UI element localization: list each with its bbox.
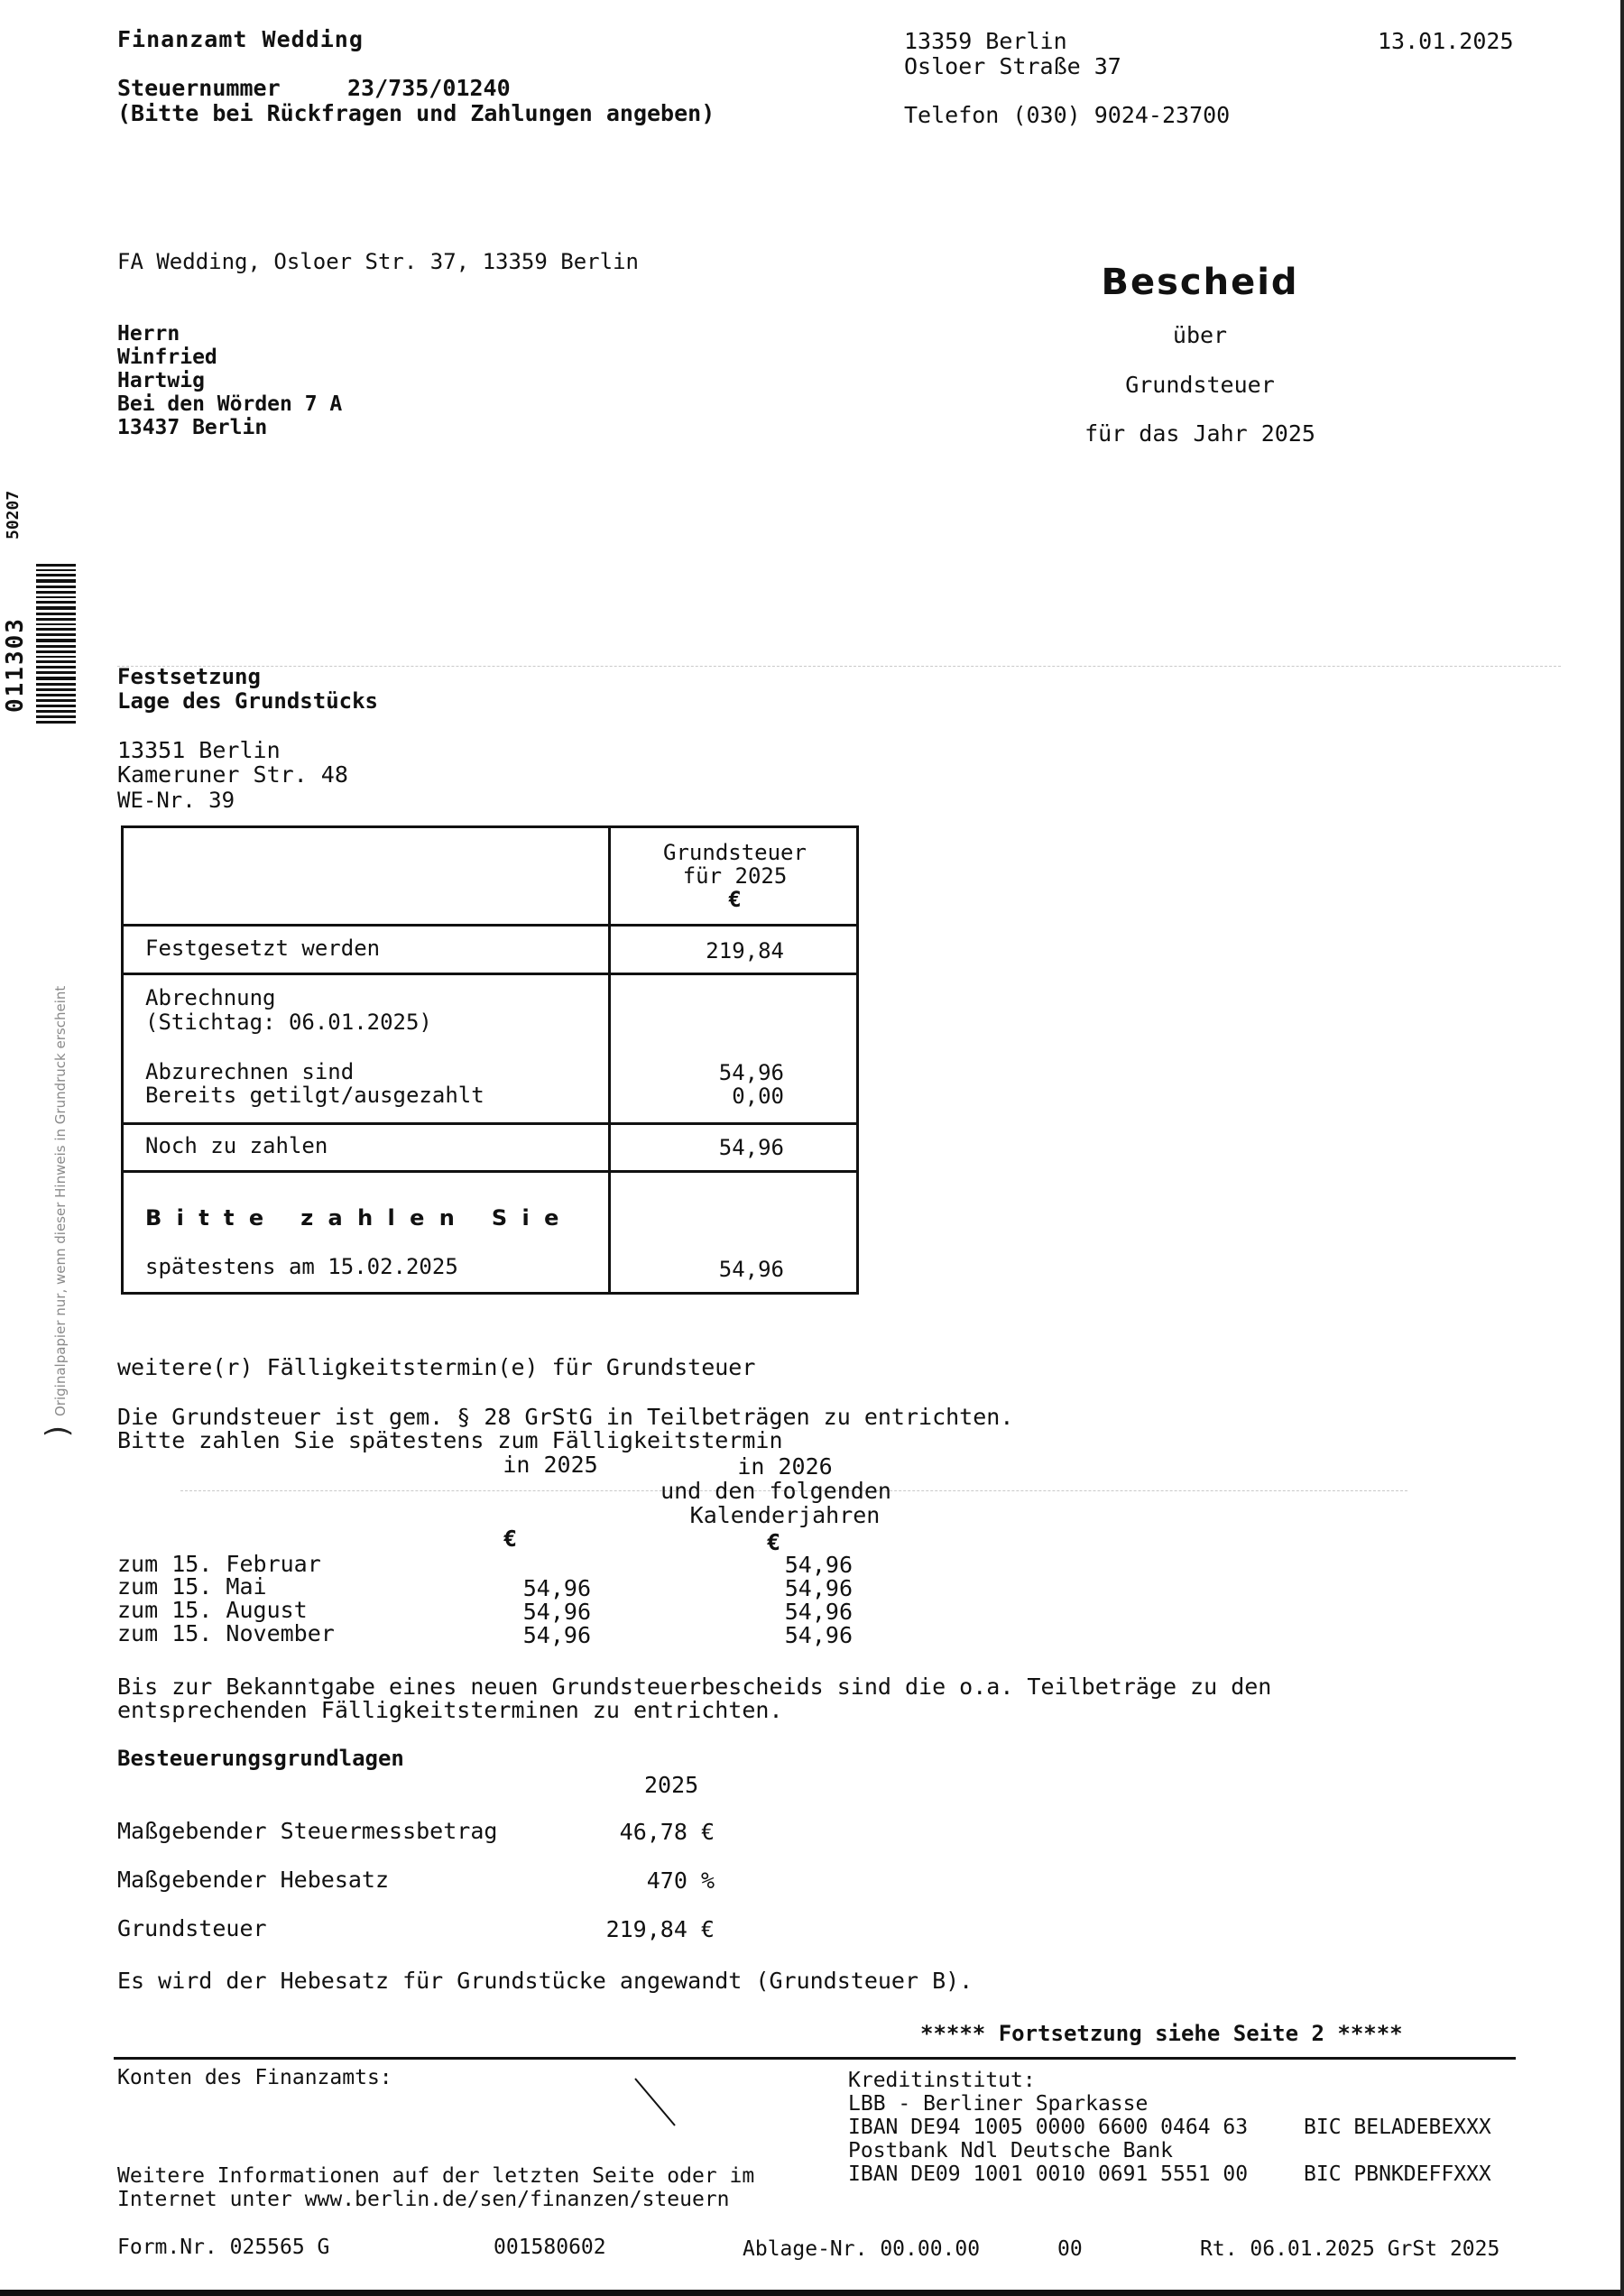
table-col-header-3: € [728, 887, 742, 912]
title-line-3: für das Jahr 2025 [1084, 420, 1315, 447]
deduct-value: 54,96 [718, 1060, 784, 1085]
schedule-row-2026: 54,96 [784, 1622, 853, 1648]
schedule-row-2026: 54,96 [784, 1599, 853, 1625]
sender-line: FA Wedding, Osloer Str. 37, 13359 Berlin [117, 249, 639, 274]
schedule-row-label: zum 15. November [117, 1620, 335, 1646]
scan-artifact-line [117, 666, 1561, 667]
schedule-intro-1: Die Grundsteuer ist gem. § 28 GrStG in Teilbeträgen zu entrichten. [117, 1404, 1014, 1430]
continuation-note: ***** Fortsetzung siehe Seite 2 ***** [920, 2021, 1403, 2046]
bank1-iban: IBAN DE94 1005 0000 6600 0464 63 [848, 2116, 1249, 2139]
tax-number-hint: (Bitte bei Rückfragen und Zahlungen angeben) [117, 100, 715, 126]
settlement-label: Abrechnung [145, 985, 276, 1010]
basis-row-value: 46,78 € [619, 1819, 715, 1845]
accounts-label: Konten des Finanzamts: [117, 2066, 392, 2089]
bank-label: Kreditinstitut: [848, 2069, 1036, 2092]
schedule-col-2026-1: in 2026 [737, 1453, 833, 1480]
table-row-divider [124, 1122, 856, 1125]
bank1-name: LBB - Berliner Sparkasse [848, 2092, 1149, 2116]
schedule-row-2025: 54,96 [522, 1575, 591, 1601]
property-heading-1: Festsetzung [117, 664, 261, 689]
schedule-row-label: zum 15. August [117, 1597, 308, 1623]
schedule-heading: weitere(r) Fälligkeitstermin(e) für Grundsteuer [117, 1354, 756, 1380]
schedule-note-2: entsprechenden Fälligkeitsterminen zu entrichten. [117, 1697, 783, 1723]
pay-please-label: B i t t e z a h l e n S i e [145, 1205, 563, 1231]
settlement-date: (Stichtag: 06.01.2025) [145, 1010, 432, 1035]
margin-original-note: Originalpapier nur, wenn dieser Hinweis in Grundruck erscheint [52, 985, 69, 1416]
schedule-col-2025: in 2025 [503, 1452, 598, 1478]
schedule-col-2026-3: Kalenderjahren [689, 1502, 881, 1528]
recipient-city: 13437 Berlin [117, 416, 268, 439]
recipient-salutation: Herrn [117, 322, 180, 346]
scan-right-edge [1620, 0, 1624, 2296]
margin-code-top: 50207 [4, 490, 23, 539]
tax-number: 23/735/01240 [347, 75, 511, 101]
schedule-intro-2: Bitte zahlen Sie spätestens zum Fälligkeitstermin [117, 1427, 783, 1453]
office-phone: Telefon (030) 9024-23700 [904, 102, 1231, 128]
schedule-row-2026: 54,96 [784, 1552, 853, 1578]
bank2-bic: BIC PBNKDEFFXXX [1304, 2162, 1491, 2186]
margin-barcode [36, 564, 76, 758]
schedule-row-2025: 54,96 [522, 1622, 591, 1648]
pay-by-value: 54,96 [718, 1257, 784, 1282]
bank1-bic: BIC BELADEBEXXX [1304, 2116, 1491, 2139]
table-row-divider [124, 924, 856, 927]
recipient-last-name: Hartwig [117, 369, 205, 392]
property-unit: WE-Nr. 39 [117, 788, 235, 813]
tax-number-label: Steuernummer [117, 75, 281, 101]
ablage-number: Ablage-Nr. 00.00.00 [743, 2237, 981, 2261]
slash-mark-icon [632, 2075, 686, 2129]
schedule-row-label: zum 15. Februar [117, 1551, 321, 1577]
paid-value: 0,00 [732, 1083, 784, 1109]
tax-table [121, 825, 859, 1295]
footer-rule [114, 2057, 1516, 2060]
ablage-suffix: 00 [1057, 2237, 1083, 2261]
schedule-row-2025: 54,96 [522, 1599, 591, 1625]
scan-bottom-edge [0, 2290, 1624, 2296]
table-row-divider [124, 1170, 856, 1173]
basis-heading: Besteuerungsgrundlagen [117, 1746, 404, 1771]
schedule-note-1: Bis zur Bekanntgabe eines neuen Grundsteuerbescheids sind die o.a. Teilbeträge zu den [117, 1674, 1272, 1700]
due-value: 54,96 [718, 1135, 784, 1160]
schedule-currency-2025: € [503, 1526, 518, 1552]
recipient-street: Bei den Wörden 7 A [117, 392, 343, 416]
basis-row-value: 219,84 € [605, 1916, 715, 1942]
property-city: 13351 Berlin [117, 737, 281, 763]
recipient-first-name: Winfried [117, 346, 217, 369]
table-row-divider [124, 973, 856, 975]
deduct-label: Abzurechnen sind [145, 1059, 355, 1084]
row-fixed-value: 219,84 [706, 938, 784, 964]
schedule-row-2026: 54,96 [784, 1575, 853, 1601]
basis-row-value: 470 % [646, 1867, 715, 1894]
table-col-header-2: für 2025 [682, 863, 788, 889]
table-col-header-1: Grundsteuer [663, 840, 807, 865]
bank2-name: Postbank Ndl Deutsche Bank [848, 2139, 1174, 2162]
basis-row-label: Maßgebender Hebesatz [117, 1867, 390, 1893]
basis-year: 2025 [644, 1772, 699, 1798]
basis-note: Es wird der Hebesatz für Grundstücke angewandt (Grundsteuer B). [117, 1968, 973, 1994]
schedule-col-2026-2: und den folgenden [660, 1478, 891, 1504]
office-name: Finanzamt Wedding [117, 26, 364, 52]
rt-reference: Rt. 06.01.2025 GrSt 2025 [1200, 2237, 1500, 2261]
paid-label: Bereits getilgt/ausgezahlt [145, 1083, 484, 1108]
info-link[interactable]: Internet unter www.berlin.de/sen/finanzen/steuern [117, 2188, 730, 2211]
title-line-2: Grundsteuer [1125, 372, 1275, 398]
info-line-1: Weitere Informationen auf der letzten Seite oder im [117, 2164, 755, 2188]
margin-code-bottom: 011303 [2, 617, 29, 713]
margin-mark-icon: ) [40, 1421, 77, 1441]
document-title: Bescheid [1101, 262, 1299, 303]
form-number: Form.Nr. 025565 G [117, 2236, 330, 2259]
row-fixed-label: Festgesetzt werden [145, 936, 381, 961]
basis-row-label: Grundsteuer [117, 1915, 267, 1941]
schedule-row-label: zum 15. Mai [117, 1573, 267, 1600]
pay-by-label: spätestens am 15.02.2025 [145, 1254, 458, 1279]
office-street: Osloer Straße 37 [904, 53, 1121, 79]
schedule-currency-2026: € [767, 1529, 781, 1555]
bank2-iban: IBAN DE09 1001 0010 0691 5551 00 [848, 2162, 1249, 2186]
office-city: 13359 Berlin [904, 28, 1067, 54]
property-street: Kameruner Str. 48 [117, 761, 348, 788]
due-label: Noch zu zahlen [145, 1133, 328, 1158]
document-number: 001580602 [494, 2236, 606, 2259]
title-line-1: über [1172, 322, 1228, 348]
basis-row-label: Maßgebender Steuermessbetrag [117, 1818, 498, 1844]
property-heading-2: Lage des Grundstücks [117, 688, 378, 714]
letter-date: 13.01.2025 [1378, 28, 1514, 54]
